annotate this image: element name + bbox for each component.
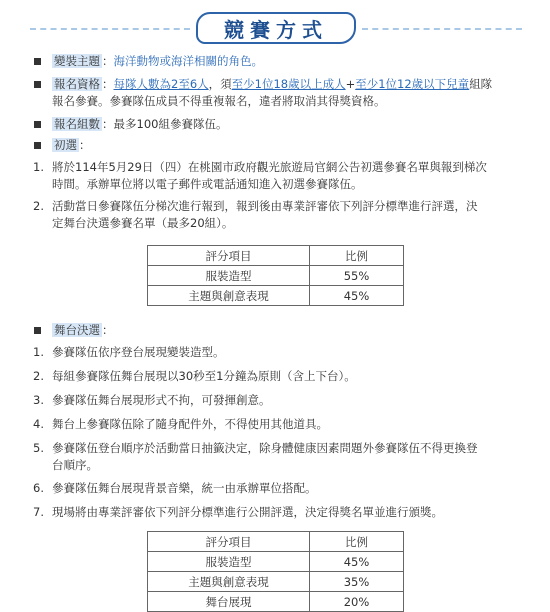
- eligibility-line2: 報名參賽。參賽隊伍成員不得重複報名，違者將取消其得獎資格。: [52, 94, 386, 108]
- colon: ：: [102, 117, 114, 131]
- colon: ：: [79, 138, 91, 152]
- item-text: 時間。承辦單位將以電子郵件或電話通知進入初選參賽隊伍。: [52, 177, 363, 191]
- table-row: [148, 552, 404, 572]
- item-text: 參賽隊伍舞台展現背景音樂，統一由承辦單位搭配。: [52, 481, 317, 495]
- item-text: 參賽隊伍依序登台展現變裝造型。: [52, 345, 225, 359]
- table-header-cell: 評分項目: [148, 532, 310, 552]
- item-number: 3.: [33, 393, 44, 407]
- colon: ：: [102, 77, 114, 91]
- prelim-label: 初選: [54, 138, 77, 152]
- colon: ：: [102, 323, 114, 337]
- team-count-row: [0, 116, 550, 133]
- final-item: [0, 392, 550, 409]
- eligibility-tail: 組隊: [469, 77, 493, 91]
- table-row: [148, 572, 404, 592]
- table-header-row: [148, 532, 404, 552]
- final-item: [0, 504, 550, 521]
- table-cell: 服裝造型: [148, 552, 310, 572]
- theme-value: 海洋動物或海洋相關的角色。: [113, 54, 263, 68]
- item-text: 參賽隊伍舞台展現形式不拘，可發揮創意。: [52, 393, 271, 407]
- item-text: 舞台上參賽隊伍除了隨身配件外，不得使用其他道具。: [52, 417, 328, 431]
- item-number: 7.: [33, 505, 44, 519]
- table-header-cell: 比例: [310, 532, 404, 552]
- theme-label: 變裝主題: [54, 54, 100, 68]
- table-header-row: [148, 246, 404, 266]
- rules-content: [0, 50, 550, 612]
- table-cell: 主題與創意表現: [148, 286, 310, 306]
- eligibility-label: 報名資格: [54, 77, 100, 91]
- item-number: 6.: [33, 481, 44, 495]
- final-item: [0, 416, 550, 433]
- theme-row: [0, 53, 550, 70]
- dashed-divider-left: [30, 28, 190, 30]
- table-row: [148, 286, 404, 306]
- prelim-item: [0, 159, 550, 193]
- table-cell: 主題與創意表現: [148, 572, 310, 592]
- table-cell: 服裝造型: [148, 266, 310, 286]
- dashed-divider-right: [362, 28, 522, 30]
- item-number: 4.: [33, 417, 44, 431]
- team-count-label: 報名組數: [54, 117, 100, 131]
- final-item: [0, 440, 550, 474]
- item-number: 5.: [33, 441, 44, 455]
- adult-requirement: 至少1位18歲以上成人: [231, 77, 346, 91]
- item-number: 1.: [33, 160, 44, 174]
- table-row: [148, 266, 404, 286]
- table-cell: 35%: [310, 572, 404, 592]
- bullet-icon: [34, 121, 41, 128]
- final-score-table: [147, 531, 404, 612]
- prelim-item: [0, 198, 550, 232]
- bullet-icon: [34, 142, 41, 149]
- eligibility-mid: ，須: [208, 77, 232, 91]
- section-header: [0, 8, 550, 48]
- item-text: 定舞台決選參賽名單（最多20組）。: [52, 216, 234, 230]
- eligibility-row: [0, 76, 550, 110]
- section-title: 競賽方式: [196, 12, 356, 44]
- final-label: 舞台決選: [54, 323, 100, 337]
- item-number: 2.: [33, 369, 44, 383]
- table-cell: 45%: [310, 552, 404, 572]
- item-number: 1.: [33, 345, 44, 359]
- bullet-icon: [34, 58, 41, 65]
- final-heading: [0, 322, 550, 339]
- table-cell: 20%: [310, 592, 404, 612]
- final-item: [0, 368, 550, 385]
- child-requirement: 至少1位12歲以下兒童: [355, 77, 470, 91]
- item-number: 2.: [33, 199, 44, 213]
- prelim-heading: [0, 137, 550, 154]
- table-cell: 舞台展現: [148, 592, 310, 612]
- table-cell: 55%: [310, 266, 404, 286]
- bullet-icon: [34, 81, 41, 88]
- item-text: 活動當日參賽隊伍分梯次進行報到，報到後由專業評審依下列評分標準進行評選，決: [52, 199, 478, 213]
- bullet-icon: [34, 327, 41, 334]
- item-text: 參賽隊伍登台順序於活動當日抽籤決定，除身體健康因素問題外參賽隊伍不得更換登: [52, 441, 478, 455]
- final-item: [0, 480, 550, 497]
- prelim-score-table: [147, 245, 404, 306]
- colon: ：: [102, 54, 114, 68]
- plus-sign: +: [345, 77, 356, 91]
- table-header-cell: 評分項目: [148, 246, 310, 266]
- team-size: 每隊人數為2至6人: [113, 77, 209, 91]
- final-item: [0, 344, 550, 361]
- item-text: 現場將由專業評審依下列評分標準進行公開評選，決定得獎名單並進行頒獎。: [52, 505, 443, 519]
- item-text: 台順序。: [52, 458, 98, 472]
- table-cell: 45%: [310, 286, 404, 306]
- item-text: 將於114年5月29日（四）在桃園市政府觀光旅遊局官網公告初選參賽名單與報到梯次: [52, 160, 487, 174]
- table-header-cell: 比例: [310, 246, 404, 266]
- team-count-value: 最多100組參賽隊伍。: [113, 117, 228, 131]
- table-row: [148, 592, 404, 612]
- item-text: 每組參賽隊伍舞台展現以30秒至1分鐘為原則（含上下台）。: [52, 369, 356, 383]
